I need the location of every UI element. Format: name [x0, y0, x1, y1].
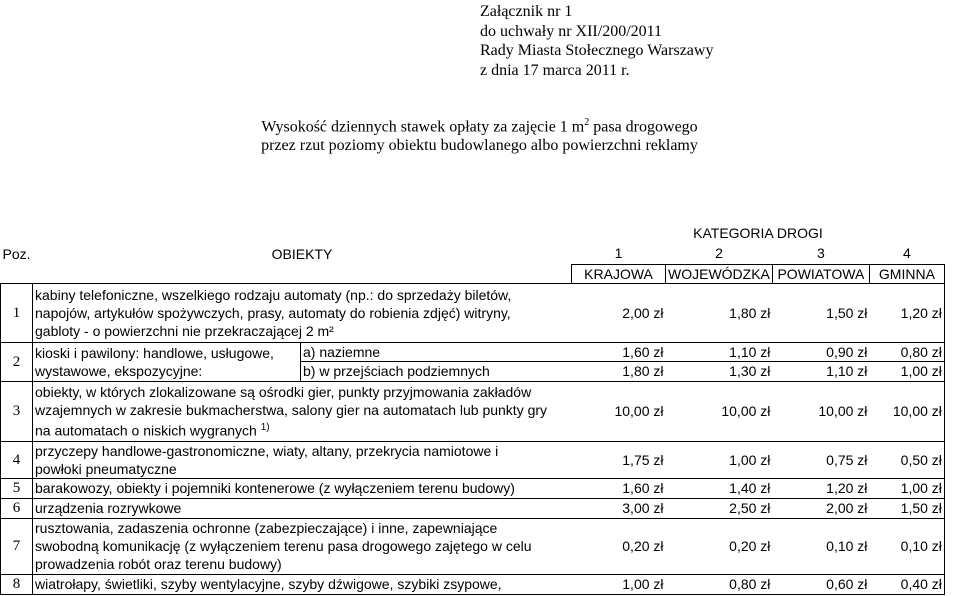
row-subtype-a: a) naziemne [301, 342, 572, 361]
row-number: 4 [1, 441, 33, 478]
row-description: obiekty, w których zlokalizowane są ośrodki gier, punkty przyjmowania zakładów wzajemnych w zakresie bukmacherstwa, salony gier na automatach lub punkty gry na automatach o niskich wygranych $^{1)}$ [33, 381, 572, 441]
value-powiatowa: 2,00 zł [772, 498, 869, 518]
document-title [0, 113, 959, 155]
col-number-1: 1 [614, 245, 623, 262]
table-row [1, 342, 945, 361]
row-description: przyczepy handlowe-gastronomiczne, wiaty, altany, przekrycia namiotowe i powłoki pneumatyczne [33, 441, 572, 478]
value-krajowa: 0,20 zł [572, 518, 666, 574]
row-description: kabiny telefoniczne, wszelkiego rodzaju automaty (np.: do sprzedaży biletów, napojów, artykułów spożywczych, prasy, automaty do robienia zdjęć) witryny, gabloty - o powierzchni nie przekraczającej 2 m² [33, 283, 572, 342]
value-powiatowa: 0,90 zł [772, 342, 869, 361]
value-gminna: 1,50 zł [869, 498, 944, 518]
table-row [1, 498, 945, 518]
category-heading: KATEGORIA DROGI [693, 225, 823, 241]
value-wojewodzka: 10,00 zł [666, 381, 773, 441]
council-name: Rady Miasta Stołecznego Warszawy [480, 42, 714, 59]
resolution-number: do uchwały nr XII/200/2011 [480, 22, 663, 40]
table-row [1, 381, 945, 441]
value-krajowa: 1,00 zł [572, 574, 666, 594]
position-heading: Poz. [2, 245, 31, 262]
objects-heading: OBIEKTY [271, 245, 333, 262]
row-description: kioski i pawilony: handlowe, usługowe, wystawowe, ekspozycyjne: [33, 342, 301, 381]
value-gminna: 0,80 zł [869, 342, 944, 361]
col-name-powiatowa: POWIATOWA [772, 264, 869, 283]
value-krajowa: 1,80 zł [572, 361, 666, 381]
value-wojewodzka: 1,00 zł [666, 441, 773, 478]
value-gminna: 1,00 zł [869, 361, 944, 381]
title-line-2: przez rzut poziomy obiektu budowlanego albo powierzchni reklamy [261, 137, 698, 155]
table-row [1, 518, 945, 574]
value-wojewodzka: 1,30 zł [666, 361, 773, 381]
footnote-marker: 1) [260, 421, 270, 433]
row-number: 5 [1, 478, 33, 498]
col-number-2: 2 [715, 245, 723, 262]
value-powiatowa: 10,00 zł [772, 381, 869, 441]
table-row [1, 283, 945, 342]
col-name-wojewodzka: WOJEWÓDZKA [666, 264, 773, 283]
value-wojewodzka: 0,20 zł [666, 518, 773, 574]
title-line-1: Wysokość dziennych stawek opłaty za zajęcie 1 $m^2$ pasa drogowego [261, 117, 698, 136]
value-gminna: 1,00 zł [869, 478, 944, 498]
row-number: 6 [1, 498, 33, 518]
row-subtype-b: b) w przejściach podziemnych [301, 361, 572, 381]
header-row-numbers [1, 243, 945, 264]
table-row [1, 478, 945, 498]
col-name-krajowa: KRAJOWA [572, 264, 666, 283]
value-krajowa: 1,60 zł [572, 478, 666, 498]
value-powiatowa: 1,10 zł [772, 361, 869, 381]
value-powiatowa: 0,75 zł [772, 441, 869, 478]
value-krajowa: 10,00 zł [572, 381, 666, 441]
value-wojewodzka: 1,80 zł [666, 283, 773, 342]
row-description: rusztowania, zadaszenia ochronne (zabezpieczające) i inne, zapewniające swobodną komunikację (z wyłączeniem terenu pasa drogowego zajętego w celu prowadzenia robót oraz terenu budowy) [33, 518, 572, 574]
fee-table [0, 223, 945, 595]
row-number: 8 [1, 574, 33, 594]
value-powiatowa: 0,60 zł [772, 574, 869, 594]
table-row [1, 574, 945, 594]
row-description: wiatrołapy, świetliki, szyby wentylacyjne, szyby dźwigowe, szybiki zsypowe, [33, 574, 572, 594]
value-wojewodzka: 1,40 zł [666, 478, 773, 498]
header-row-category [1, 223, 945, 243]
superscript: 2 [584, 117, 590, 128]
attachment-number: Załącznik nr 1 [480, 3, 573, 20]
value-gminna: 0,40 zł [869, 574, 944, 594]
col-number-4: 4 [903, 245, 911, 262]
value-wojewodzka: 2,50 zł [666, 498, 773, 518]
value-gminna: 0,50 zł [869, 441, 944, 478]
row-number: 3 [1, 381, 33, 441]
value-krajowa: 2,00 zł [572, 283, 666, 342]
value-wojewodzka: 1,10 zł [666, 342, 773, 361]
value-powiatowa: 1,20 zł [772, 478, 869, 498]
value-gminna: 0,10 zł [869, 518, 944, 574]
header-row-names [1, 264, 945, 283]
value-powiatowa: 0,10 zł [772, 518, 869, 574]
row-number: 1 [1, 283, 33, 342]
resolution-date: z dnia 17 marca 2011 r. [480, 61, 630, 79]
value-krajowa: 3,00 zł [572, 498, 666, 518]
value-krajowa: 1,75 zł [572, 441, 666, 478]
row-number: 2 [1, 342, 33, 381]
value-gminna: 1,20 zł [869, 283, 944, 342]
row-number: 7 [1, 518, 33, 574]
value-wojewodzka: 0,80 zł [666, 574, 773, 594]
value-gminna: 10,00 zł [869, 381, 944, 441]
table-row [1, 441, 945, 478]
attachment-header [480, 2, 713, 80]
col-name-gminna: GMINNA [869, 264, 944, 283]
row-description: barakowozy, obiekty i pojemniki kontenerowe (z wyłączeniem terenu budowy) [33, 478, 572, 498]
col-number-3: 3 [817, 245, 825, 262]
value-krajowa: 1,60 zł [572, 342, 666, 361]
row-description: urządzenia rozrywkowe [33, 498, 572, 518]
value-powiatowa: 1,50 zł [772, 283, 869, 342]
